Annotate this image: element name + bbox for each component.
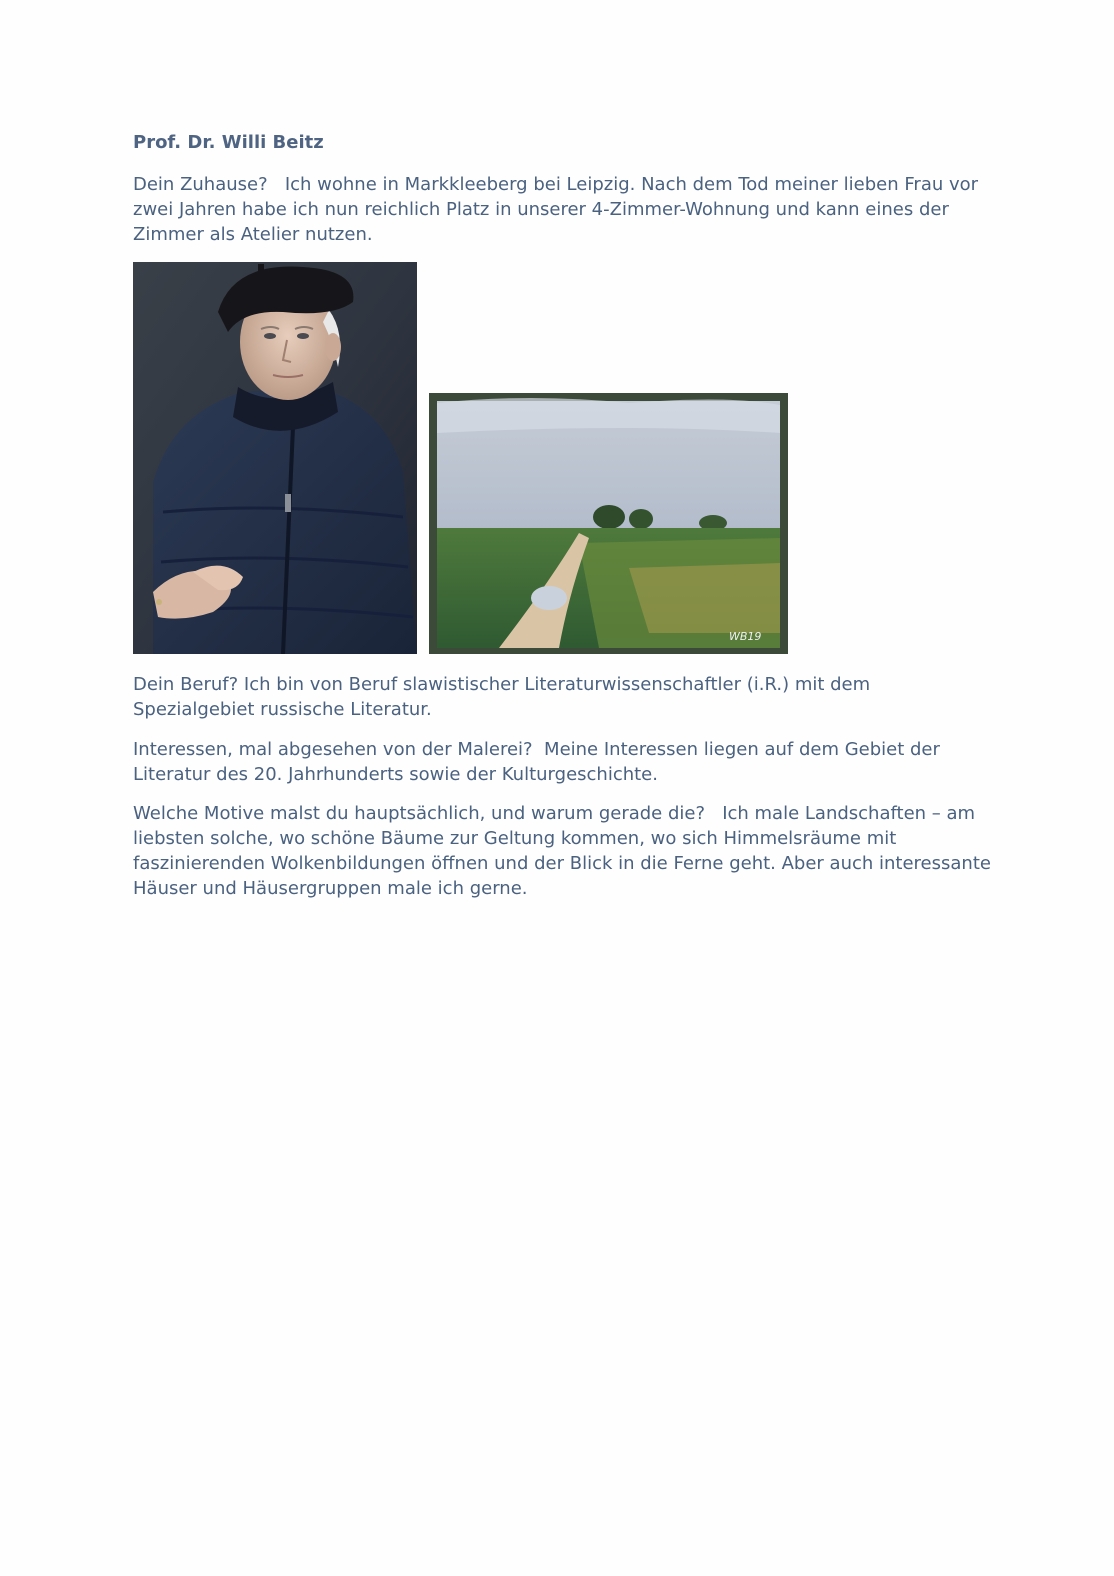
painting-signature: WB19 — [729, 630, 762, 643]
painting-image — [429, 393, 788, 654]
portrait-image — [133, 262, 417, 654]
portrait-photo — [133, 262, 417, 654]
paragraph-home: Dein Zuhause? Ich wohne in Markkleeberg bei Leipzig. Nach dem Tod meiner lieben Frau vor zwei Jahren habe ich nun reichlich Platz in unserer 4-Zimmer-Wohnung und kann eines der Zimmer als Atelier nutzen. — [133, 174, 984, 245]
paragraph-profession: Dein Beruf? Ich bin von Beruf slawistischer Literaturwissenschaftler (i.R.) mit dem Spezialgebiet russische Literatur. — [133, 674, 876, 720]
landscape-painting — [429, 393, 788, 654]
page-title: Prof. Dr. Willi Beitz — [133, 132, 324, 153]
paragraph-motifs: Welche Motive malst du hauptsächlich, und warum gerade die? Ich male Landschaften – am liebsten solche, wo schöne Bäume zur Geltung kommen, wo sich Himmelsräume mit faszinierenden Wolkenbildungen öffnen und der Blick in die Ferne geht. Aber auch interessante Häuser und Häusergruppen male ich gerne. — [133, 803, 997, 899]
paragraph-interests: Interessen, mal abgesehen von der Malerei? Meine Interessen liegen auf dem Gebiet der Literatur des 20. Jahrhunderts sowie der Kulturgeschichte. — [133, 739, 946, 785]
